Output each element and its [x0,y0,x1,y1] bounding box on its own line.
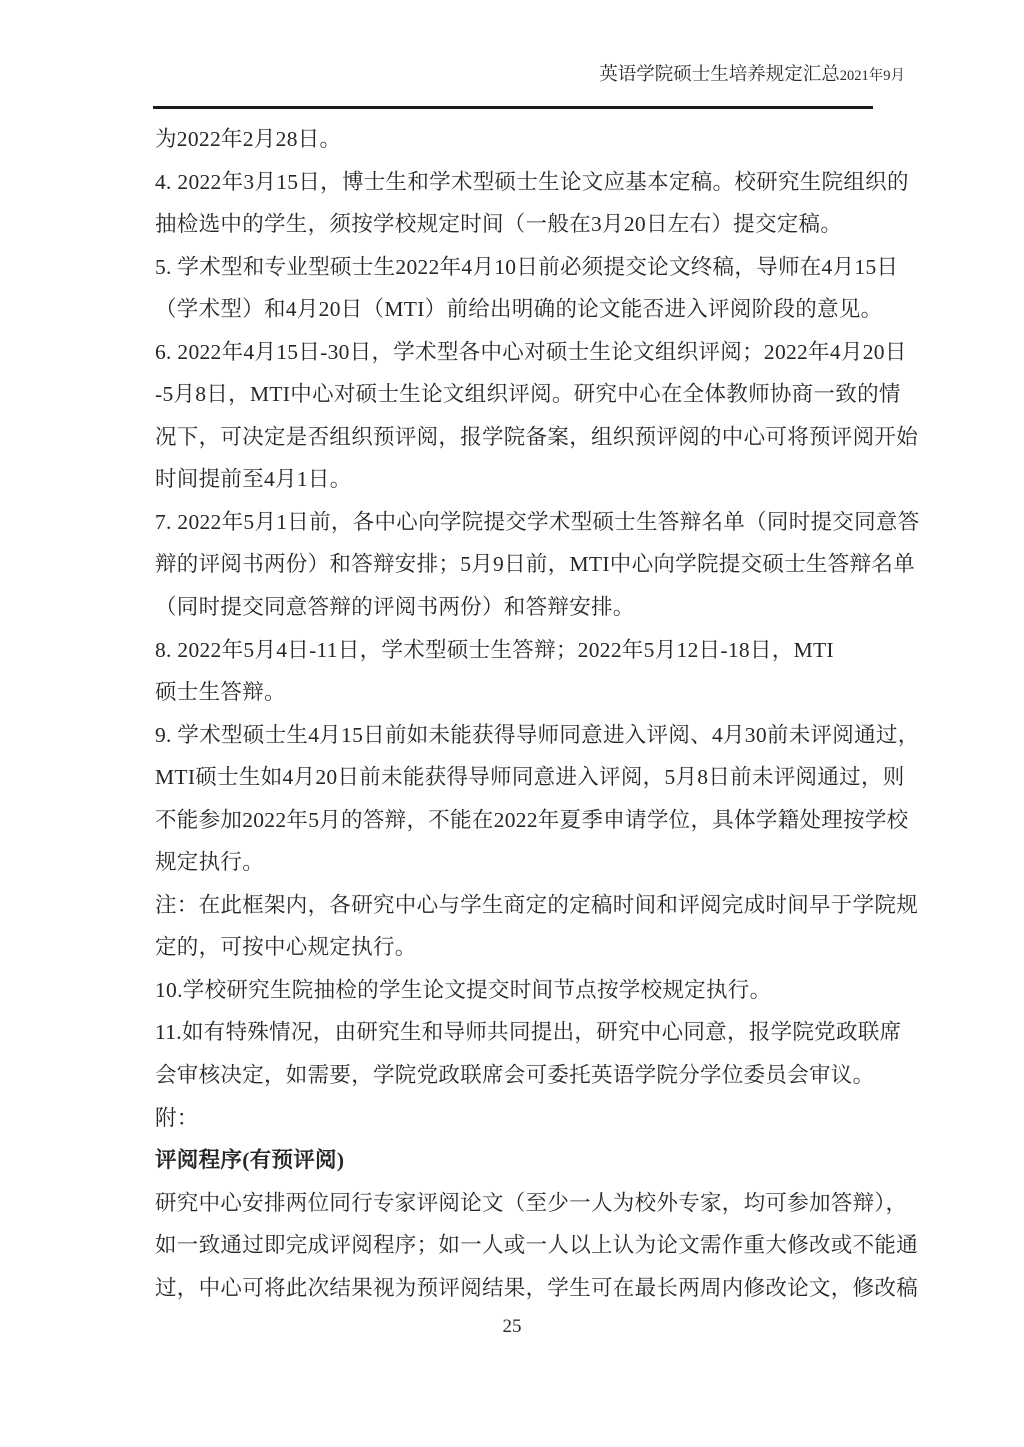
text-line: 10.学校研究生院抽检的学生论文提交时间节点按学校规定执行。 [155,977,772,1002]
text-line: （同时提交同意答辩的评阅书两份）和答辩安排。 [155,595,635,620]
text-line: 如一致通过即完成评阅程序；如一人或一人以上认为论文需作重大修改或不能通 [155,1233,919,1258]
document-body [155,118,920,1309]
text-line: 况下，可决定是否组织预评阅，报学院备案，组织预评阅的中心可将预评阅开始 [155,424,919,449]
text-line: 4. 2022年3月15日，博士生和学术型硕士生论文应基本定稿。校研究生院组织的 [155,169,909,194]
text-line: 会审核决定，如需要，学院党政联席会可委托英语学院分学位委员会审议。 [155,1063,875,1088]
text-line: 附： [155,1105,199,1130]
text-line: 7. 2022年5月1日前，各中心向学院提交学术型硕士生答辩名单（同时提交同意答 [155,509,920,534]
text-line: 时间提前至4月1日。 [155,467,352,492]
page-number: 25 [502,1316,522,1337]
text-line: 5. 学术型和专业型硕士生2022年4月10日前必须提交论文终稿，导师在4月15日 [155,254,899,279]
text-line: MTI硕士生如4月20日前未能获得导师同意进入评阅，5月8日前未评阅通过，则 [155,765,905,790]
section-heading: 评阅程序(有预评阅) [155,1148,345,1173]
text-line: 过，中心可将此次结果视为预评阅结果，学生可在最长两周内修改论文，修改稿 [155,1275,919,1300]
text-line: 硕士生答辩。 [155,680,286,705]
text-line: 不能参加2022年5月的答辩，不能在2022年夏季申请学位，具体学籍处理按学校 [155,807,909,832]
text-line: 注：在此框架内，各研究中心与学生商定的定稿时间和评阅完成时间早于学院规 [155,892,919,917]
text-line: 辩的评阅书两份）和答辩安排；5月9日前，MTI中心向学院提交硕士生答辩名单 [155,552,916,577]
text-line: 为2022年2月28日。 [155,127,342,151]
text-line: 抽检选中的学生，须按学校规定时间（一般在3月20日左右）提交定稿。 [155,212,843,237]
text-line: 研究中心安排两位同行专家评阅论文（至少一人为校外专家，均可参加答辩）， [155,1190,908,1215]
header-rule [153,106,873,109]
text-line: 规定执行。 [155,850,265,875]
text-line: 9. 学术型硕士生4月15日前如未能获得导师同意进入评阅、4月30前未评阅通过， [155,722,920,747]
page-header [599,63,905,88]
text-line: 8. 2022年5月4日-11日，学术型硕士生答辩；2022年5月12日-18日，MTI [155,637,834,662]
header-title: 英语学院硕士生培养规定汇总 [599,65,840,85]
text-line: 6. 2022年4月15日-30日，学术型各中心对硕士生论文组织评阅；2022年4月20日 [155,339,907,364]
text-line: 定的，可按中心规定执行。 [155,935,417,960]
text-line: （学术型）和4月20日（MTI）前给出明确的论文能否进入评阅阶段的意见。 [155,297,883,322]
text-line: 11.如有特殊情况，由研究生和导师共同提出，研究中心同意，报学院党政联席 [155,1020,902,1045]
text-line: -5月8日，MTI中心对硕士生论文组织评阅。研究中心在全体教师协商一致的情 [155,382,901,407]
header-date: 2021年9月 [839,68,905,84]
